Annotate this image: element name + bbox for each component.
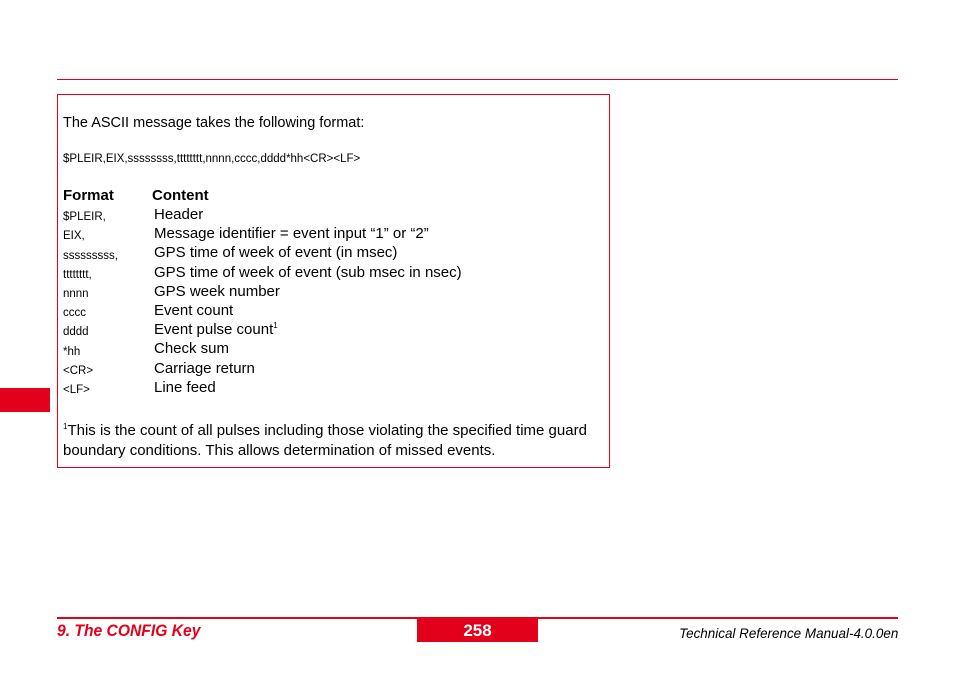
footnote-reference: 1 — [273, 321, 278, 331]
format-cell: EIX, — [63, 230, 85, 243]
format-cell: cccc — [63, 307, 86, 320]
content-text: Event pulse count — [154, 321, 274, 339]
table-row — [63, 225, 603, 244]
format-cell: nnnn — [63, 287, 89, 300]
table-row — [63, 379, 603, 398]
format-cell: *hh — [63, 345, 81, 358]
chapter-side-tab — [0, 388, 50, 412]
format-cell: tttttttt, — [63, 268, 92, 281]
table-row — [63, 340, 603, 359]
footnote — [63, 417, 603, 460]
format-cell: sssssssss, — [63, 249, 118, 262]
content-column-header: Content — [152, 187, 209, 204]
chapter-title: 9. The CONFIG Key — [57, 621, 201, 640]
top-rule — [57, 79, 898, 80]
format-cell: <LF> — [63, 383, 90, 396]
table-row — [63, 302, 603, 321]
footnote-marker: 1 — [63, 422, 68, 431]
content-cell: Check sum — [154, 340, 230, 358]
table-row — [63, 206, 603, 225]
content-cell: Line feed — [154, 378, 216, 396]
content-cell: Header — [154, 206, 204, 223]
content-box — [57, 94, 610, 468]
footnote-text: This is the count of all pulses including those violating the specified time guard boundary conditions. This allows determination of missed events. — [63, 422, 587, 459]
table-row — [63, 283, 603, 302]
format-cell: dddd — [63, 326, 89, 339]
format-column-header: Format — [63, 187, 114, 204]
format-table — [63, 206, 603, 398]
table-row — [63, 264, 603, 283]
table-row — [63, 360, 603, 379]
format-cell: $PLEIR, — [63, 211, 106, 224]
content-cell — [154, 321, 278, 338]
table-row — [63, 244, 603, 263]
format-cell: <CR> — [63, 364, 94, 377]
message-format-string: $PLEIR,EIX,ssssssss,tttttttt,nnnn,cccc,dddd*hh<CR><LF> — [63, 153, 361, 165]
manual-title: Technical Reference Manual-4.0.0en — [678, 625, 898, 641]
content-cell: GPS time of week of event (in msec) — [154, 244, 398, 262]
intro-text: The ASCII message takes the following format: — [63, 115, 365, 131]
page-number: 258 — [417, 619, 538, 642]
content-cell: Message identifier = event input “1” or “2” — [154, 225, 429, 243]
content-cell: GPS time of week of event (sub msec in nsec) — [154, 263, 462, 281]
content-cell: Event count — [154, 301, 234, 319]
content-cell: GPS week number — [154, 282, 280, 300]
table-row — [63, 321, 603, 340]
content-cell: Carriage return — [154, 359, 255, 377]
